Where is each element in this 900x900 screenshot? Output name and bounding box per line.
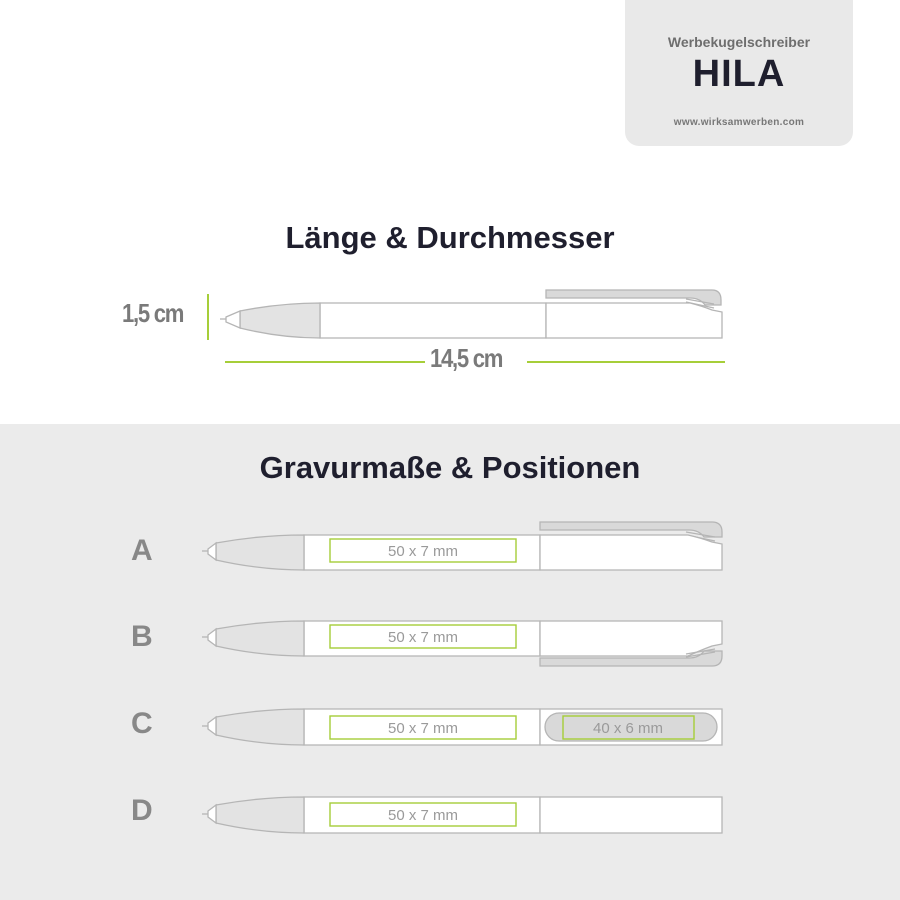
brand-box — [625, 0, 853, 146]
engraving-label-d: 50 x 7 mm — [387, 807, 459, 824]
brand-url: www.wirksamwerben.com — [673, 117, 805, 128]
engraving-label-clip-c: 40 x 6 mm — [592, 720, 664, 737]
row-letter-a: A — [131, 534, 153, 567]
row-letter-c: C — [131, 707, 153, 740]
engraving-diagram — [0, 510, 900, 860]
dimension-diagram — [0, 270, 900, 380]
pen-a — [202, 522, 722, 570]
engraving-label-a: 50 x 7 mm — [387, 543, 459, 560]
engraving-label-c: 50 x 7 mm — [387, 720, 459, 737]
pen-main — [220, 290, 722, 338]
brand-subtitle: Werbekugelschreiber — [667, 34, 811, 50]
row-letter-b: B — [131, 620, 153, 653]
engraving-title: Gravurmaße & Positionen — [259, 450, 641, 485]
pen-b — [202, 621, 722, 666]
length-label: 14,5 cm — [430, 343, 503, 373]
diameter-label: 1,5 cm — [122, 298, 184, 328]
brand-title: HILA — [692, 53, 786, 95]
row-letter-d: D — [131, 794, 153, 827]
engraving-label-b: 50 x 7 mm — [387, 629, 459, 646]
dimensions-title: Länge & Durchmesser — [285, 220, 615, 255]
